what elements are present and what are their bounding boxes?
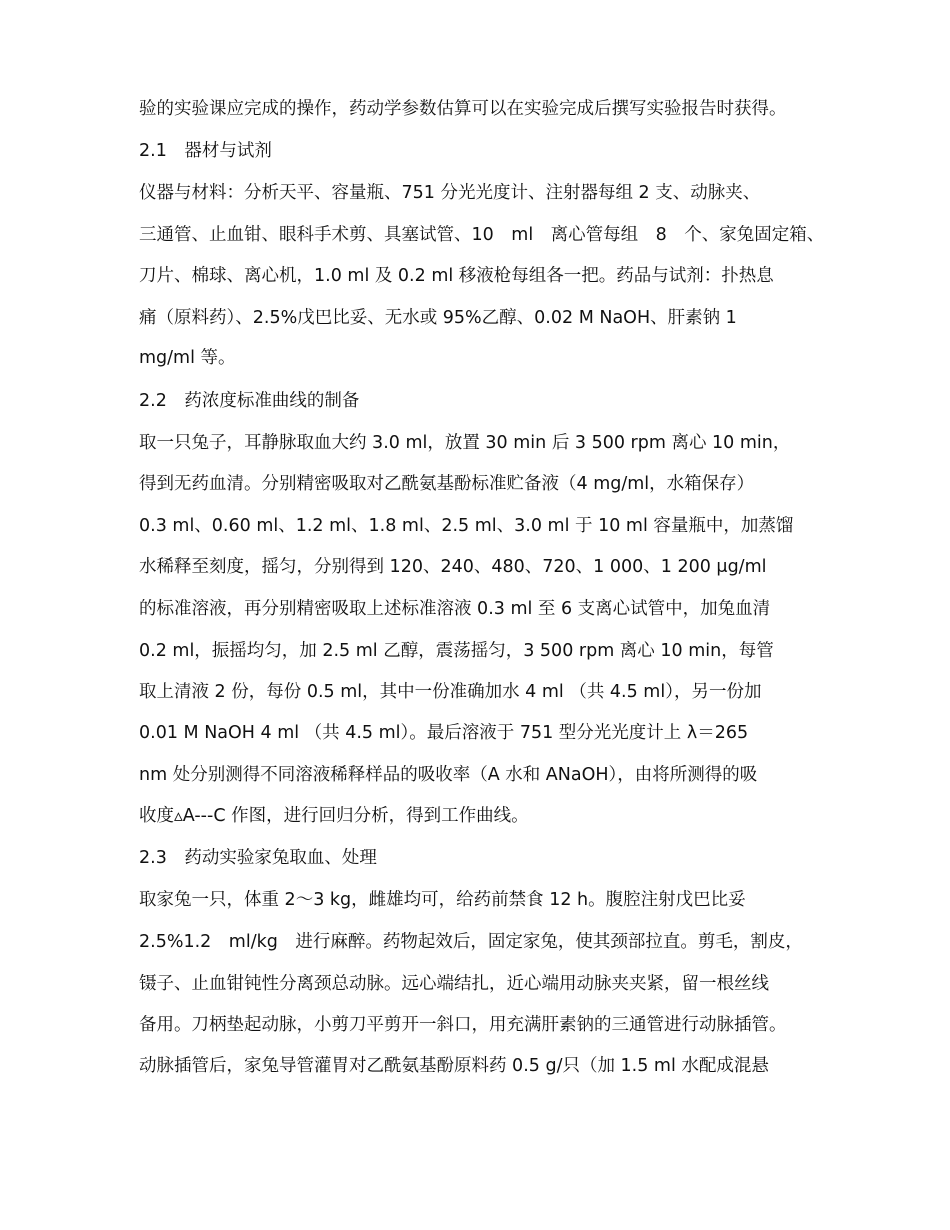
section-heading: 2.3 药动实验家兔取血、处理 xyxy=(139,848,377,868)
text-line: 水稀释至刻度，摇匀，分别得到 120、240、480、720、1 000、1 200 μg/ml xyxy=(139,557,767,577)
text-line: 0.2 ml，振摇均匀，加 2.5 ml 乙醇，震荡摇匀，3 500 rpm 离心 10 min，每管 xyxy=(139,641,774,661)
text-line: 动脉插管后，家兔导管灌胃对乙酰氨基酚原料药 0.5 g/只（加 1.5 ml 水配成混悬 xyxy=(139,1056,769,1076)
text-line: mg/ml 等。 xyxy=(139,348,236,368)
text-line: 痛（原料药）、2.5%戊巴比妥、无水或 95%乙醇、0.02 M NaOH、肝素钠 1 xyxy=(139,308,737,328)
section-heading: 2.2 药浓度标准曲线的制备 xyxy=(139,391,360,411)
section-heading: 2.1 器材与试剂 xyxy=(139,141,272,161)
text-line: 0.01 M NaOH 4 ml （共 4.5 ml）。最后溶液于 751 型分光光度计上 λ＝265 xyxy=(139,723,749,743)
text-line: 的标准溶液，再分别精密吸取上述标准溶液 0.3 ml 至 6 支离心试管中，加兔血清 xyxy=(139,599,771,619)
text-line: 取上清液 2 份，每份 0.5 ml，其中一份准确加水 4 ml （共 4.5 ml），另一份加 xyxy=(139,682,762,702)
text-line: 备用。刀柄垫起动脉，小剪刀平剪开一斜口，用充满肝素钠的三通管进行动脉插管。 xyxy=(139,1015,787,1035)
text-line: 仪器与材料：分析天平、容量瓶、751 分光光度计、注射器每组 2 支、动脉夹、 xyxy=(139,183,761,203)
text-line: 三通管、止血钳、眼科手术剪、具塞试管、10 ml 离心管每组 8 个、家兔固定箱、 xyxy=(139,225,825,245)
text-line: 取家兔一只，体重 2～3 kg，雌雄均可，给药前禁食 12 h。腹腔注射戊巴比妥 xyxy=(139,890,746,910)
text-line: nm 处分别测得不同溶液稀释样品的吸收率（A 水和 ANaOH），由将所测得的吸 xyxy=(139,765,758,785)
text-line: 取一只兔子，耳静脉取血大约 3.0 ml，放置 30 min 后 3 500 rpm 离心 10 min， xyxy=(139,433,791,453)
text-line: 镊子、止血钳钝性分离颈总动脉。远心端结扎，近心端用动脉夹夹紧，留一根丝线 xyxy=(139,974,769,994)
text-line: 刀片、棉球、离心机，1.0 ml 及 0.2 ml 移液枪每组各一把。药品与试剂：扑热息 xyxy=(139,266,774,286)
text-line: 2.5%1.2 ml/kg 进行麻醉。药物起效后，固定家兔，使其颈部拉直。剪毛，割皮， xyxy=(139,932,803,952)
text-line: 收度▵A---C 作图，进行回归分析，得到工作曲线。 xyxy=(139,806,529,826)
text-line: 0.3 ml、0.60 ml、1.2 ml、1.8 ml、2.5 ml、3.0 ml 于 10 ml 容量瓶中，加蒸馏 xyxy=(139,516,794,536)
text-line: 得到无药血清。分别精密吸取对乙酰氨基酚标准贮备液（4 mg/ml，水箱保存） xyxy=(139,474,755,494)
text-line: 验的实验课应完成的操作，药动学参数估算可以在实验完成后撰写实验报告时获得。 xyxy=(139,99,787,119)
